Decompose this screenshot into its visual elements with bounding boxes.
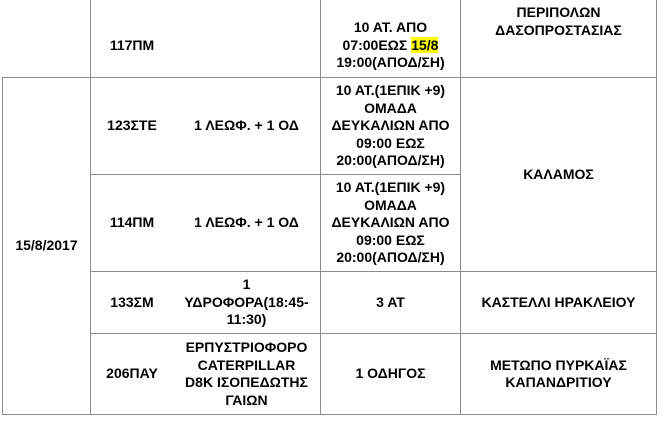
staff-line: 10 ΑΤ.(1ΕΠΙΚ +9) <box>335 82 446 99</box>
staff-label: 1 ΟΔΗΓΟΣ <box>355 365 426 382</box>
staff-label: 3 ΑΤ <box>376 293 405 310</box>
vehicles-cell <box>173 175 320 271</box>
staff-line: 10 ΑΤ. ΑΠΟ <box>353 19 428 36</box>
staff-line: ΟΜΑΔΑ <box>364 196 417 213</box>
vehicles-cell <box>173 78 320 174</box>
vehicles-label: 1 ΛΕΩΦ. + 1 ΟΔ <box>194 214 299 231</box>
staff-line: 07:00ΕΩΣ 15/8 <box>342 36 439 53</box>
location-cell <box>461 334 656 414</box>
staff-cell <box>321 334 460 414</box>
vehicles-label: 1 ΛΕΩΦ. + 1 ΟΔ <box>194 117 299 134</box>
staff-line: 20:00(ΑΠΟΔ/ΣΗ) <box>336 152 445 169</box>
staff-line: 20:00(ΑΠΟΔ/ΣΗ) <box>336 249 445 266</box>
staff-line: ΔΕΥΚΑΛΙΩΝ ΑΠΟ <box>331 117 450 134</box>
location-label: ΚΑΣΤΕΛΛΙ ΗΡΑΚΛΕΙΟΥ <box>481 293 636 310</box>
staff-cell <box>321 175 460 271</box>
location-label: ΚΑΛΑΜΟΣ <box>523 165 594 182</box>
vehicle-line: D8K ΙΣΟΠΕΔΩΤΗΣ <box>185 374 308 390</box>
location-cell <box>461 78 656 271</box>
vehicles-cell <box>173 272 320 333</box>
vehicles-cell <box>173 334 320 414</box>
vehicle-line: 11:30) <box>226 311 267 328</box>
staff-cell <box>321 78 460 174</box>
staff-line: ΟΜΑΔΑ <box>364 99 417 116</box>
staff-cell <box>321 14 460 77</box>
location-line: ΚΑΠΑΝΔΡΙΤΙΟΥ <box>505 374 612 390</box>
highlighted-date: 15/8 <box>411 36 439 53</box>
location-cell <box>461 272 656 333</box>
staff-line: 09:00 ΕΩΣ <box>356 134 425 151</box>
vehicle-line: 1 <box>242 276 251 293</box>
unit-cell <box>91 272 173 333</box>
staff-line: 10 ΑΤ.(1ΕΠΙΚ +9) <box>335 179 446 196</box>
unit-label: 133ΣΜ <box>110 293 154 310</box>
unit-label: 114ΠΜ <box>109 214 155 231</box>
unit-cell <box>91 78 173 174</box>
unit-label: 123ΣΤΕ <box>107 117 157 134</box>
vehicle-line: ΓΑΙΩΝ <box>225 391 268 408</box>
grid-line <box>2 414 657 415</box>
grid-line <box>656 0 657 415</box>
vehicle-line: ΥΔΡΟΦΟΡΑ(18:45- <box>184 293 309 310</box>
vehicle-line: CATERPILLAR <box>197 356 296 373</box>
unit-cell <box>91 334 173 414</box>
location-line: ΠΕΡΙΠΟΛΩΝ <box>516 4 601 20</box>
staff-line: 09:00 ΕΩΣ <box>356 231 425 248</box>
staff-line: 19:00(ΑΠΟΔ/ΣΗ) <box>336 54 445 71</box>
date-label: 15/8/2017 <box>15 237 78 254</box>
vehicle-line: ΕΡΠΥΣΤΡΙΟΦΟΡΟ <box>185 339 308 355</box>
location-line: ΔΑΣΟΠΡΟΣΤΑΣΙΑΣ <box>495 21 622 38</box>
location-line: ΜΕΤΩΠΟ ΠΥΡΚΑΪΑΣ <box>490 356 627 373</box>
unit-label: 206ΠΑΥ <box>106 365 158 382</box>
unit-cell <box>91 14 173 77</box>
location-cell <box>461 0 656 77</box>
date-cell <box>3 78 90 414</box>
unit-cell <box>91 175 173 271</box>
staff-line: ΔΕΥΚΑΛΙΩΝ ΑΠΟ <box>331 214 450 231</box>
unit-label: 117ΠΜ <box>109 36 155 53</box>
staff-cell <box>321 272 460 333</box>
